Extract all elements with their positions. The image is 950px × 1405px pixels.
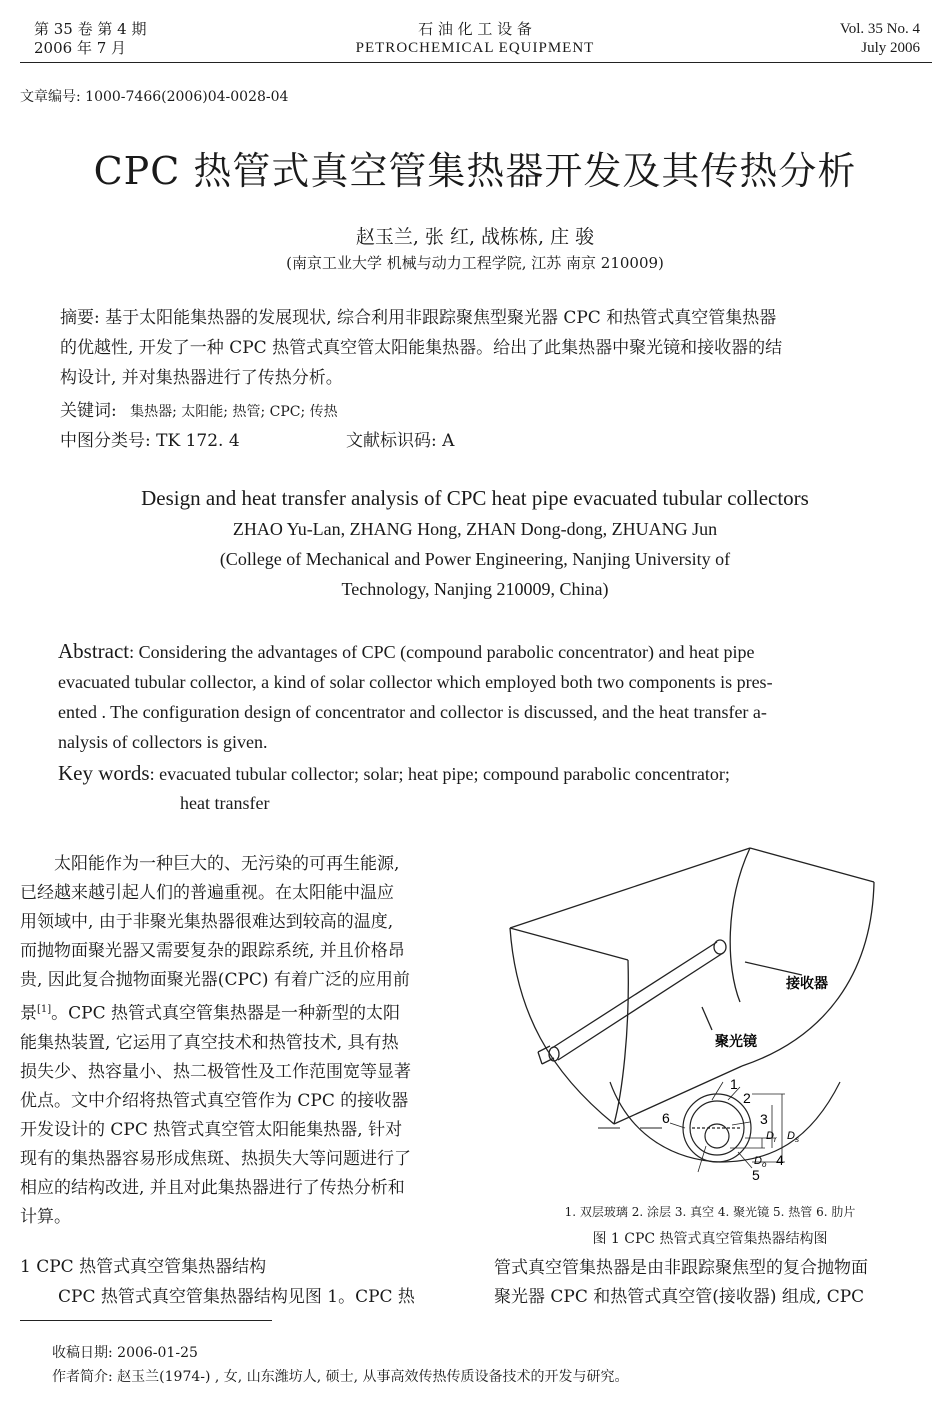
body-left-column (20, 850, 457, 1232)
dim-dr-symbol: D (766, 1130, 774, 1142)
trough-near-rim (510, 928, 628, 960)
english-affiliation-line: (College of Mechanical and Power Engineering, Nanjing University of (219, 549, 731, 569)
abstract-zh (60, 303, 900, 393)
section-text: CPC 热管式真空管集热器结构见图 1。CPC 热 (58, 1287, 415, 1307)
label-concentrator: 聚光镜 (715, 1033, 757, 1049)
body-line: 优点。文中介绍将热管式真空管作为 CPC 的接收器 (20, 1090, 409, 1111)
author-bio: 作者简介: 赵玉兰(1974-) , 女, 山东潍坊人, 硕士, 从事高效传热传质设备技术的开发与研究。 (52, 1369, 629, 1385)
figure-caption: 图 1 CPC 热管式真空管集热器结构图 (592, 1231, 828, 1247)
keywords-en-list: : evacuated tubular collector; solar; heat pipe; compound parabolic concentrator; (149, 764, 730, 784)
keywords-en-continued: heat transfer (180, 793, 270, 813)
label-6: 6 (662, 1110, 670, 1126)
english-affiliation (0, 544, 950, 604)
keywords-en (58, 758, 918, 789)
article-id: 文章编号: 1000-7466(2006)04-0028-04 (20, 89, 289, 105)
label-5: 5 (752, 1167, 760, 1183)
label-3: 3 (760, 1111, 768, 1127)
receiver-leader (745, 962, 802, 975)
date-en: July 2006 (861, 40, 920, 56)
affiliation: (南京工业大学 机械与动力工程学院, 江苏 南京 210009) (286, 254, 664, 272)
trough-far-rim (750, 848, 874, 882)
body-line (20, 995, 457, 1029)
journal-volume-en (720, 20, 920, 58)
body-text: 。CPC 热管式真空管集热器是一种新型的太阳 (51, 1003, 401, 1024)
dim-dr-subscript: r (773, 1135, 777, 1144)
body-text: 景 (20, 1003, 37, 1024)
body-line: 能集热装置, 它运用了真空技术和热管技术, 具有热 (20, 1032, 399, 1053)
body-line: 相应的结构改进, 并且对此集热器进行了传热分析和 (20, 1177, 405, 1198)
body-line: 用领域中, 由于非聚光集热器很难达到较高的温度, (20, 912, 394, 932)
volume-issue-en: Vol. 35 No. 4 (839, 21, 920, 37)
dim-ds-symbol: D (787, 1130, 795, 1142)
dim-dr (766, 1130, 777, 1144)
english-title: Design and heat transfer analysis of CPC heat pipe evacuated tubular collectors (141, 486, 809, 510)
tube-bottom-edge (558, 953, 723, 1060)
body-line: 损失少、热容量小、热二极管性及工作范围宽等显著 (20, 1061, 411, 1082)
label-receiver: 接收器 (786, 975, 828, 991)
abstract-en-label: Abstract (58, 639, 130, 663)
document-code: 文献标识码: A (346, 431, 455, 451)
abstract-zh-line: 摘要: 基于太阳能集热器的发展现状, 综合利用非跟踪聚焦型聚光器 CPC 和热管式真空管集热器 (60, 308, 777, 328)
trough-near-profile (614, 960, 628, 1124)
keywords-zh (60, 396, 338, 421)
header-rule (20, 62, 932, 63)
body-line: 计算。 (20, 1206, 71, 1227)
body-line: 聚光器 CPC 和热管式真空管(接收器) 组成, CPC (494, 1287, 865, 1307)
english-authors: ZHAO Yu-Lan, ZHANG Hong, ZHAN Dong-dong, ZHUANG Jun (232, 519, 718, 539)
abstract-en-line: evacuated tubular collector, a kind of solar collector which employed both two components is pres- (58, 672, 773, 692)
trough-top-left-edge (510, 848, 750, 928)
dim-do-symbol: D (754, 1155, 762, 1167)
date-cn: 2006 年 7 月 (34, 39, 127, 57)
classification-number: 中图分类号: TK 172. 4 (60, 431, 240, 451)
body-line: 现有的集热器容易形成焦斑、热损失大等问题进行了 (20, 1148, 411, 1169)
body-right-column (494, 1254, 934, 1312)
abstract-en-line: nalysis of collectors is given. (58, 732, 268, 752)
body-line: 已经越来越引起人们的普遍重视。在太阳能中温应 (20, 883, 394, 903)
figure-legend: 1. 双层玻璃 2. 涂层 3. 真空 4. 聚光镜 5. 热管 6. 肋片 (564, 1205, 856, 1219)
body-line: 太阳能作为一种巨大的、无污染的可再生能源, (54, 854, 400, 874)
received-date: 收稿日期: 2006-01-25 (52, 1345, 198, 1361)
citation-ref[interactable]: [1] (37, 1004, 52, 1015)
tube-end-far (714, 940, 726, 954)
abstract-en-text: : Considering the advantages of CPC (compound parabolic concentrator) and heat pipe (129, 642, 755, 662)
tube-top-edge (552, 942, 717, 1048)
label-4: 4 (776, 1152, 784, 1168)
concentrator-leader (702, 1007, 712, 1030)
abstract-en-line (58, 636, 898, 667)
dim-ds-subscript: s (794, 1135, 799, 1144)
keywords-zh-label: 关键词: (60, 401, 117, 421)
english-affiliation-line: Technology, Nanjing 210009, China) (341, 579, 609, 599)
keywords-zh-list: 集热器; 太阳能; 热管; CPC; 传热 (130, 404, 338, 420)
body-line: 而抛物面聚光器又需要复杂的跟踪系统, 并且价格昂 (20, 941, 405, 961)
body-line: 贵, 因此复合抛物面聚光器(CPC) 有着广泛的应用前 (20, 970, 410, 990)
paper-title: CPC 热管式真空管集热器开发及其传热分析 (93, 149, 857, 193)
keywords-en-label: Key words (58, 761, 150, 785)
label-1: 1 (730, 1076, 738, 1092)
trough-far-profile (730, 848, 750, 1002)
dim-do-subscript: o (761, 1160, 767, 1169)
abstract-zh-line: 构设计, 并对集热器进行了传热分析。 (60, 368, 343, 388)
label-2: 2 (743, 1090, 751, 1106)
figure-cpc-collector (490, 842, 930, 1198)
journal-volume-issue (34, 20, 146, 58)
dim-ds (787, 1130, 799, 1144)
body-line: 开发设计的 CPC 热管式真空管太阳能集热器, 针对 (20, 1119, 403, 1140)
cross-section-drawing (598, 1082, 840, 1172)
journal-name (300, 20, 650, 58)
journal-name-en: PETROCHEMICAL EQUIPMENT (355, 40, 595, 56)
author-list: 赵玉兰, 张 红, 战栋栋, 庄 骏 (355, 226, 595, 248)
volume-issue-cn: 第 35 卷 第 4 期 (34, 20, 147, 38)
trough-left-curve (510, 928, 614, 1124)
footnote-rule (20, 1320, 272, 1321)
tube-end-near (549, 1047, 559, 1061)
journal-name-cn: 石 油 化 工 设 备 (418, 20, 532, 38)
label-leaders (670, 1082, 752, 1172)
abstract-en-line: ented . The configuration design of concentrator and collector is discussed, and the heat transfer a- (58, 702, 767, 722)
body-line: 管式真空管集热器是由非跟踪聚焦型的复合抛物面 (494, 1258, 868, 1278)
cpc-reflector-section (610, 1082, 840, 1162)
abstract-zh-line: 的优越性, 开发了一种 CPC 热管式真空管太阳能集热器。给出了此集热器中聚光镜和接收器的结 (60, 338, 783, 358)
trough-right-curve (742, 882, 874, 1066)
section-heading: 1 CPC 热管式真空管集热器结构 (20, 1257, 267, 1277)
abstract-en (58, 636, 898, 757)
dim-do (754, 1155, 767, 1169)
